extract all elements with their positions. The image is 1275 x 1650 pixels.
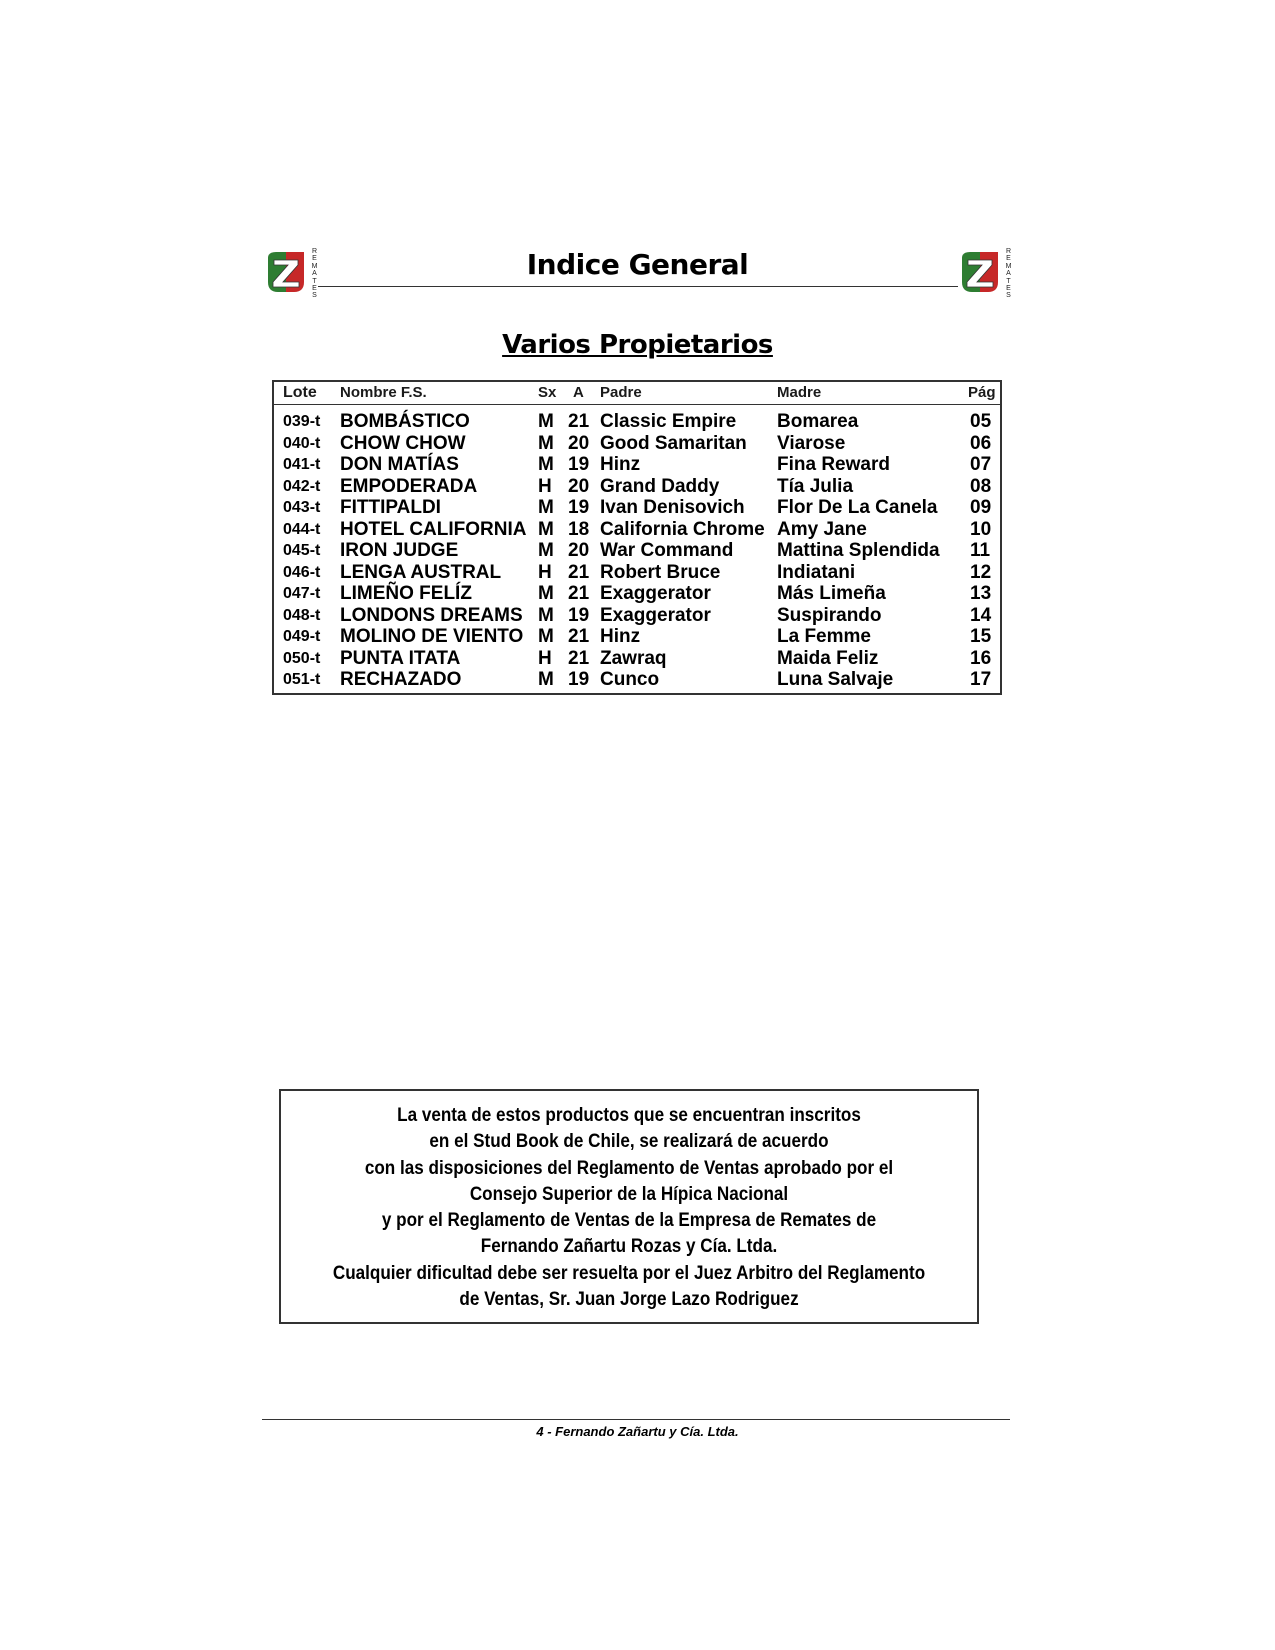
table-row	[274, 540, 1000, 562]
cell-sx: M	[538, 540, 554, 561]
column-header-padre: Padre	[600, 384, 642, 401]
column-header-madre: Madre	[777, 384, 822, 401]
cell-nombre: RECHAZADO	[340, 669, 462, 690]
cell-madre: Maida Feliz	[777, 647, 879, 669]
notice-line: en el Stud Book de Chile, se realizará de acuerdo	[429, 1131, 829, 1153]
cell-lote: 043-t	[283, 499, 321, 516]
cell-madre: Mattina Splendida	[777, 540, 940, 561]
cell-sx: M	[538, 626, 554, 647]
logo-letter: E	[1006, 255, 1011, 263]
cell-padre: Grand Daddy	[600, 475, 720, 497]
cell-lote: 045-t	[283, 542, 321, 559]
cell-madre: La Femme	[777, 626, 871, 647]
cell-padre: Classic Empire	[600, 411, 737, 432]
notice-line: Cualquier dificultad debe ser resuelta por el Juez Arbitro del Reglamento	[332, 1262, 926, 1284]
page-footer: 4 - Fernando Zañartu y Cía. Ltda.	[536, 1424, 739, 1439]
cell-lote: 042-t	[283, 477, 321, 495]
cell-madre: Bomarea	[777, 411, 859, 432]
logo-letter: R	[311, 248, 318, 255]
table-row	[274, 626, 1000, 648]
cell-lote: 044-t	[283, 520, 321, 538]
cell-a: 21	[568, 626, 590, 647]
cell-a: 19	[568, 604, 590, 626]
cell-nombre: MOLINO DE VIENTO	[340, 626, 524, 647]
cell-nombre: LONDONS DREAMS	[340, 604, 523, 626]
cell-sx: M	[538, 669, 554, 690]
logo-letter: E	[1006, 285, 1011, 293]
column-header-nombre: Nombre F.S.	[340, 384, 427, 401]
table-row	[274, 605, 1000, 627]
header-divider	[318, 286, 958, 287]
cell-sx: M	[538, 497, 554, 518]
table-body	[274, 405, 1000, 691]
cell-padre: Exaggerator	[600, 604, 711, 626]
cell-padre: Robert Bruce	[600, 561, 721, 583]
cell-a: 18	[568, 518, 590, 540]
cell-nombre: FITTIPALDI	[340, 497, 441, 518]
cell-madre: Tía Julia	[777, 475, 854, 497]
cell-lote: 047-t	[283, 585, 321, 602]
logo-letter: M	[311, 262, 318, 270]
logo-letter: S	[312, 292, 317, 300]
column-header-sx: Sx	[538, 384, 557, 401]
cell-nombre: CHOW CHOW	[340, 432, 466, 454]
table-header	[274, 382, 1000, 405]
cell-pag: 05	[970, 411, 992, 432]
logo-letter: R	[1005, 248, 1012, 255]
cell-padre: Exaggerator	[600, 583, 711, 604]
table-row	[274, 562, 1000, 584]
cell-sx: M	[538, 411, 554, 432]
logo-letter: S	[1006, 292, 1011, 300]
column-header-lote: Lote	[283, 384, 317, 401]
cell-madre: Amy Jane	[777, 518, 867, 540]
cell-a: 19	[568, 454, 590, 475]
cell-pag: 15	[970, 626, 992, 647]
cell-sx: M	[538, 518, 554, 540]
cell-nombre: HOTEL CALIFORNIA	[340, 518, 527, 540]
cell-lote: 039-t	[283, 413, 321, 430]
cell-sx: M	[538, 454, 554, 475]
cell-madre: Suspirando	[777, 604, 882, 626]
cell-madre: Luna Salvaje	[777, 669, 894, 690]
table-row	[274, 454, 1000, 476]
cell-padre: Cunco	[600, 669, 660, 690]
logo-letter: M	[1005, 262, 1012, 270]
cell-a: 21	[568, 561, 590, 583]
cell-lote: 046-t	[283, 563, 321, 581]
cell-pag: 10	[970, 518, 992, 540]
cell-pag: 11	[970, 540, 991, 561]
logo-letter: A	[1006, 270, 1011, 278]
cell-nombre: LIMEÑO FELÍZ	[340, 583, 472, 604]
cell-a: 21	[568, 583, 590, 604]
table-row	[274, 669, 1000, 691]
cell-lote: 051-t	[283, 671, 321, 688]
table-row	[274, 648, 1000, 670]
cell-padre: Hinz	[600, 454, 641, 475]
cell-padre: Good Samaritan	[600, 432, 747, 454]
cell-madre: Indiatani	[777, 561, 856, 583]
logo-letter: T	[312, 277, 317, 285]
cell-pag: 08	[970, 475, 992, 497]
cell-nombre: PUNTA ITATA	[340, 647, 461, 669]
cell-padre: California Chrome	[600, 518, 765, 540]
notice-line: de Ventas, Sr. Juan Jorge Lazo Rodriguez	[459, 1289, 799, 1311]
notice-line: La venta de estos productos que se encuentran inscritos	[397, 1105, 861, 1126]
cell-a: 20	[568, 432, 590, 454]
section-title: Varios Propietarios	[502, 330, 773, 360]
table-row	[274, 583, 1000, 605]
table-row	[274, 433, 1000, 455]
page-title: Indice General	[526, 248, 749, 281]
cell-pag: 07	[970, 454, 992, 475]
cell-nombre: BOMBÁSTICO	[340, 411, 470, 432]
footer-divider	[262, 1419, 1010, 1420]
cell-padre: Hinz	[600, 626, 641, 647]
cell-lote: 050-t	[283, 649, 321, 667]
cell-nombre: EMPODERADA	[340, 475, 478, 497]
cell-sx: H	[538, 647, 552, 669]
cell-pag: 13	[970, 583, 992, 604]
cell-sx: H	[538, 561, 552, 583]
cell-sx: M	[538, 432, 554, 454]
cell-padre: Zawraq	[600, 647, 667, 669]
logo-letter: A	[312, 270, 317, 278]
table-row	[274, 476, 1000, 498]
cell-nombre: LENGA AUSTRAL	[340, 561, 502, 583]
cell-madre: Flor De La Canela	[777, 497, 938, 518]
column-header-a: A	[573, 384, 584, 401]
index-table	[272, 380, 1002, 695]
cell-pag: 12	[970, 561, 992, 583]
cell-madre: Más Limeña	[777, 583, 886, 604]
logo-letter: E	[312, 255, 317, 263]
cell-sx: H	[538, 475, 552, 497]
table-row	[274, 497, 1000, 519]
cell-padre: War Command	[600, 540, 734, 561]
cell-pag: 16	[970, 647, 992, 669]
cell-a: 21	[568, 411, 590, 432]
cell-lote: 048-t	[283, 606, 321, 624]
cell-a: 20	[568, 540, 590, 561]
cell-lote: 041-t	[283, 456, 321, 473]
sale-notice-box	[279, 1089, 979, 1324]
cell-pag: 17	[970, 669, 992, 690]
cell-madre: Fina Reward	[777, 454, 890, 475]
column-header-pag: Pág	[968, 384, 996, 401]
notice-line: con las disposiciones del Reglamento de Ventas aprobado por el	[364, 1157, 894, 1179]
notice-line: Fernando Zañartu Rozas y Cía. Ltda.	[480, 1236, 778, 1258]
cell-a: 19	[568, 497, 590, 518]
cell-sx: M	[538, 604, 554, 626]
cell-pag: 06	[970, 432, 992, 454]
notice-line: y por el Reglamento de Ventas de la Empresa de Remates de	[381, 1210, 877, 1232]
cell-pag: 09	[970, 497, 992, 518]
notice-line: Consejo Superior de la Hípica Nacional	[469, 1183, 789, 1205]
logo-letter: E	[312, 285, 317, 293]
table-row	[274, 519, 1000, 541]
cell-madre: Viarose	[777, 432, 846, 454]
cell-nombre: IRON JUDGE	[340, 540, 459, 561]
cell-padre: Ivan Denisovich	[600, 497, 745, 518]
cell-a: 19	[568, 669, 590, 690]
cell-nombre: DON MATÍAS	[340, 454, 459, 475]
cell-pag: 14	[970, 604, 992, 626]
cell-a: 20	[568, 475, 590, 497]
sale-notice-text	[316, 1103, 942, 1313]
cell-lote: 049-t	[283, 628, 321, 645]
table-row	[274, 411, 1000, 433]
logo-letter: T	[1006, 277, 1011, 285]
cell-lote: 040-t	[283, 434, 321, 452]
cell-sx: M	[538, 583, 554, 604]
cell-a: 21	[568, 647, 590, 669]
